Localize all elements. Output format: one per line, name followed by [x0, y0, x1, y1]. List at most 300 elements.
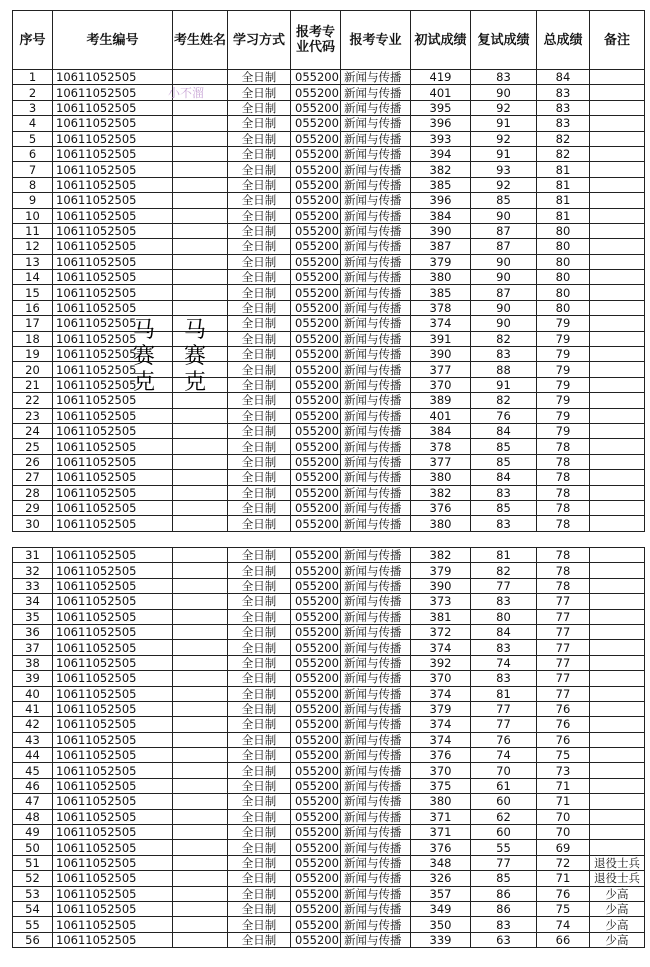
cell-retest-score: 62	[471, 809, 537, 824]
cell-candidate-id: 10611052505	[53, 794, 173, 809]
cell-major: 新闻与传播	[341, 116, 411, 131]
cell-study-mode: 全日制	[228, 732, 291, 747]
cell-major-code: 055200	[291, 671, 341, 686]
table-row	[13, 609, 645, 624]
cell-major: 新闻与传播	[341, 454, 411, 469]
table-row	[13, 548, 645, 563]
cell-study-mode: 全日制	[228, 254, 291, 269]
cell-no: 8	[13, 177, 53, 192]
cell-retest-score: 82	[471, 331, 537, 346]
cell-note: 少高	[590, 901, 645, 916]
cell-total-score: 74	[537, 917, 590, 932]
cell-study-mode: 全日制	[228, 655, 291, 670]
cell-retest-score: 82	[471, 393, 537, 408]
cell-note	[590, 316, 645, 331]
header-note: 备注	[590, 11, 645, 70]
cell-retest-score: 63	[471, 932, 537, 947]
cell-candidate-id: 10611052505	[53, 131, 173, 146]
cell-total-score: 71	[537, 871, 590, 886]
cell-candidate-name	[173, 254, 228, 269]
cell-no: 28	[13, 485, 53, 500]
cell-note	[590, 840, 645, 855]
table-row	[13, 578, 645, 593]
cell-total-score: 80	[537, 239, 590, 254]
cell-prelim-score: 380	[411, 794, 471, 809]
table-row	[13, 393, 645, 408]
cell-candidate-name	[173, 825, 228, 840]
cell-no: 33	[13, 578, 53, 593]
cell-candidate-name	[173, 594, 228, 609]
score-table-part-2	[12, 547, 645, 948]
cell-prelim-score: 374	[411, 640, 471, 655]
table-row	[13, 331, 645, 346]
cell-retest-score: 93	[471, 162, 537, 177]
cell-candidate-name	[173, 748, 228, 763]
cell-candidate-name	[173, 871, 228, 886]
cell-note: 少高	[590, 886, 645, 901]
cell-note	[590, 223, 645, 238]
cell-prelim-score: 379	[411, 254, 471, 269]
cell-candidate-id: 10611052505	[53, 423, 173, 438]
cell-candidate-name	[173, 408, 228, 423]
cell-study-mode: 全日制	[228, 763, 291, 778]
cell-prelim-score: 326	[411, 871, 471, 886]
cell-study-mode: 全日制	[228, 223, 291, 238]
cell-total-score: 84	[537, 70, 590, 85]
cell-no: 17	[13, 316, 53, 331]
table-row	[13, 825, 645, 840]
cell-study-mode: 全日制	[228, 794, 291, 809]
cell-major-code: 055200	[291, 701, 341, 716]
cell-note	[590, 748, 645, 763]
cell-retest-score: 92	[471, 131, 537, 146]
cell-study-mode: 全日制	[228, 871, 291, 886]
cell-major-code: 055200	[291, 732, 341, 747]
cell-no: 10	[13, 208, 53, 223]
cell-note	[590, 208, 645, 223]
cell-candidate-id: 10611052505	[53, 439, 173, 454]
table-row	[13, 655, 645, 670]
cell-total-score: 81	[537, 177, 590, 192]
mosaic-label-left: 马赛克	[132, 318, 155, 395]
cell-no: 22	[13, 393, 53, 408]
cell-prelim-score: 374	[411, 717, 471, 732]
cell-major: 新闻与传播	[341, 640, 411, 655]
cell-total-score: 80	[537, 300, 590, 315]
cell-major-code: 055200	[291, 408, 341, 423]
cell-major-code: 055200	[291, 886, 341, 901]
cell-prelim-score: 339	[411, 932, 471, 947]
cell-major-code: 055200	[291, 794, 341, 809]
header-major-code: 报考专业代码	[291, 11, 341, 70]
table-row	[13, 223, 645, 238]
cell-no: 51	[13, 855, 53, 870]
cell-major: 新闻与传播	[341, 778, 411, 793]
cell-prelim-score: 348	[411, 855, 471, 870]
cell-study-mode: 全日制	[228, 671, 291, 686]
cell-candidate-id: 10611052505	[53, 362, 173, 377]
cell-prelim-score: 385	[411, 177, 471, 192]
cell-no: 13	[13, 254, 53, 269]
cell-prelim-score: 384	[411, 423, 471, 438]
cell-study-mode: 全日制	[228, 162, 291, 177]
cell-no: 32	[13, 563, 53, 578]
cell-major: 新闻与传播	[341, 686, 411, 701]
cell-study-mode: 全日制	[228, 778, 291, 793]
cell-no: 55	[13, 917, 53, 932]
cell-total-score: 83	[537, 100, 590, 115]
cell-retest-score: 61	[471, 778, 537, 793]
cell-candidate-id: 10611052505	[53, 193, 173, 208]
cell-retest-score: 85	[471, 439, 537, 454]
cell-retest-score: 85	[471, 500, 537, 515]
cell-retest-score: 77	[471, 855, 537, 870]
cell-major: 新闻与传播	[341, 377, 411, 392]
cell-major-code: 055200	[291, 932, 341, 947]
cell-candidate-id: 10611052505	[53, 886, 173, 901]
cell-candidate-id: 10611052505	[53, 485, 173, 500]
cell-note	[590, 408, 645, 423]
cell-candidate-id: 10611052505	[53, 239, 173, 254]
cell-note	[590, 377, 645, 392]
cell-major-code: 055200	[291, 177, 341, 192]
table-row	[13, 347, 645, 362]
cell-prelim-score: 379	[411, 563, 471, 578]
cell-major-code: 055200	[291, 485, 341, 500]
cell-no: 39	[13, 671, 53, 686]
cell-major-code: 055200	[291, 871, 341, 886]
cell-major: 新闻与传播	[341, 871, 411, 886]
cell-prelim-score: 396	[411, 116, 471, 131]
cell-major-code: 055200	[291, 640, 341, 655]
cell-major-code: 055200	[291, 717, 341, 732]
cell-total-score: 79	[537, 423, 590, 438]
cell-note	[590, 825, 645, 840]
cell-study-mode: 全日制	[228, 886, 291, 901]
table-row	[13, 239, 645, 254]
cell-note: 少高	[590, 932, 645, 947]
table-row	[13, 362, 645, 377]
header-retest-score: 复试成绩	[471, 11, 537, 70]
mosaic-label-right: 马赛克	[183, 318, 206, 395]
cell-prelim-score: 380	[411, 270, 471, 285]
cell-no: 16	[13, 300, 53, 315]
cell-candidate-id: 10611052505	[53, 563, 173, 578]
cell-candidate-name	[173, 624, 228, 639]
cell-major: 新闻与传播	[341, 331, 411, 346]
cell-retest-score: 87	[471, 223, 537, 238]
cell-total-score: 79	[537, 331, 590, 346]
cell-prelim-score: 384	[411, 208, 471, 223]
cell-major: 新闻与传播	[341, 193, 411, 208]
cell-candidate-id: 10611052505	[53, 347, 173, 362]
cell-candidate-id: 10611052505	[53, 116, 173, 131]
cell-candidate-name	[173, 855, 228, 870]
table-row	[13, 85, 645, 100]
cell-no: 56	[13, 932, 53, 947]
cell-retest-score: 92	[471, 100, 537, 115]
score-table-part-1	[12, 10, 645, 532]
table-row	[13, 316, 645, 331]
table-row	[13, 423, 645, 438]
cell-note	[590, 254, 645, 269]
cell-note	[590, 732, 645, 747]
cell-major-code: 055200	[291, 116, 341, 131]
cell-major: 新闻与传播	[341, 316, 411, 331]
cell-candidate-name	[173, 500, 228, 515]
cell-retest-score: 85	[471, 454, 537, 469]
cell-study-mode: 全日制	[228, 270, 291, 285]
cell-retest-score: 87	[471, 239, 537, 254]
cell-major: 新闻与传播	[341, 270, 411, 285]
cell-candidate-name	[173, 686, 228, 701]
cell-major-code: 055200	[291, 578, 341, 593]
table-row	[13, 732, 645, 747]
cell-study-mode: 全日制	[228, 840, 291, 855]
cell-total-score: 78	[537, 578, 590, 593]
cell-candidate-id: 10611052505	[53, 624, 173, 639]
cell-retest-score: 77	[471, 701, 537, 716]
cell-major-code: 055200	[291, 162, 341, 177]
cell-total-score: 78	[537, 500, 590, 515]
cell-note	[590, 470, 645, 485]
cell-retest-score: 70	[471, 763, 537, 778]
cell-prelim-score: 376	[411, 748, 471, 763]
cell-prelim-score: 393	[411, 131, 471, 146]
cell-candidate-id: 10611052505	[53, 408, 173, 423]
cell-total-score: 70	[537, 809, 590, 824]
cell-note	[590, 239, 645, 254]
cell-total-score: 78	[537, 563, 590, 578]
cell-prelim-score: 380	[411, 470, 471, 485]
cell-prelim-score: 376	[411, 500, 471, 515]
cell-major-code: 055200	[291, 362, 341, 377]
cell-note	[590, 270, 645, 285]
cell-major-code: 055200	[291, 393, 341, 408]
cell-candidate-id: 10611052505	[53, 516, 173, 531]
cell-prelim-score: 401	[411, 85, 471, 100]
cell-candidate-name	[173, 917, 228, 932]
cell-candidate-id: 10611052505	[53, 85, 173, 100]
cell-major: 新闻与传播	[341, 300, 411, 315]
cell-prelim-score: 349	[411, 901, 471, 916]
cell-note	[590, 162, 645, 177]
cell-prelim-score: 391	[411, 331, 471, 346]
cell-total-score: 71	[537, 778, 590, 793]
cell-study-mode: 全日制	[228, 825, 291, 840]
cell-major: 新闻与传播	[341, 516, 411, 531]
cell-prelim-score: 381	[411, 609, 471, 624]
cell-note	[590, 100, 645, 115]
cell-total-score: 80	[537, 285, 590, 300]
cell-study-mode: 全日制	[228, 193, 291, 208]
table-row	[13, 624, 645, 639]
cell-study-mode: 全日制	[228, 239, 291, 254]
table-row	[13, 70, 645, 85]
cell-study-mode: 全日制	[228, 285, 291, 300]
cell-candidate-name	[173, 423, 228, 438]
cell-study-mode: 全日制	[228, 70, 291, 85]
table-row	[13, 686, 645, 701]
cell-no: 45	[13, 763, 53, 778]
cell-major: 新闻与传播	[341, 886, 411, 901]
cell-study-mode: 全日制	[228, 470, 291, 485]
cell-note	[590, 809, 645, 824]
cell-candidate-name	[173, 794, 228, 809]
cell-major: 新闻与传播	[341, 671, 411, 686]
cell-total-score: 83	[537, 85, 590, 100]
table-row	[13, 809, 645, 824]
cell-candidate-name	[173, 485, 228, 500]
cell-no: 19	[13, 347, 53, 362]
cell-study-mode: 全日制	[228, 85, 291, 100]
cell-no: 38	[13, 655, 53, 670]
cell-candidate-name	[173, 609, 228, 624]
cell-prelim-score: 390	[411, 347, 471, 362]
cell-candidate-id: 10611052505	[53, 732, 173, 747]
cell-total-score: 76	[537, 886, 590, 901]
cell-note	[590, 548, 645, 563]
cell-total-score: 82	[537, 146, 590, 161]
table-row	[13, 146, 645, 161]
cell-total-score: 78	[537, 454, 590, 469]
table-row	[13, 932, 645, 947]
cell-candidate-id: 10611052505	[53, 146, 173, 161]
cell-note	[590, 655, 645, 670]
cell-candidate-name	[173, 131, 228, 146]
header-study-mode: 学习方式	[228, 11, 291, 70]
cell-total-score: 77	[537, 609, 590, 624]
cell-major: 新闻与传播	[341, 347, 411, 362]
table-row	[13, 300, 645, 315]
cell-major-code: 055200	[291, 655, 341, 670]
cell-prelim-score: 370	[411, 377, 471, 392]
cell-major-code: 055200	[291, 778, 341, 793]
cell-note	[590, 763, 645, 778]
cell-prelim-score: 394	[411, 146, 471, 161]
cell-major: 新闻与传播	[341, 548, 411, 563]
cell-retest-score: 60	[471, 794, 537, 809]
cell-candidate-id: 10611052505	[53, 701, 173, 716]
table-row	[13, 116, 645, 131]
cell-major-code: 055200	[291, 454, 341, 469]
cell-study-mode: 全日制	[228, 377, 291, 392]
cell-study-mode: 全日制	[228, 454, 291, 469]
cell-note	[590, 285, 645, 300]
table-row	[13, 408, 645, 423]
cell-candidate-name	[173, 239, 228, 254]
cell-prelim-score: 395	[411, 100, 471, 115]
cell-study-mode: 全日制	[228, 177, 291, 192]
cell-retest-score: 90	[471, 254, 537, 269]
cell-candidate-id: 10611052505	[53, 548, 173, 563]
cell-note: 退役士兵	[590, 871, 645, 886]
cell-retest-score: 87	[471, 285, 537, 300]
cell-no: 26	[13, 454, 53, 469]
cell-no: 44	[13, 748, 53, 763]
cell-retest-score: 83	[471, 485, 537, 500]
table-row	[13, 254, 645, 269]
header-total-score: 总成绩	[537, 11, 590, 70]
cell-candidate-id: 10611052505	[53, 671, 173, 686]
cell-no: 35	[13, 609, 53, 624]
cell-candidate-id: 10611052505	[53, 917, 173, 932]
cell-candidate-name	[173, 809, 228, 824]
cell-no: 52	[13, 871, 53, 886]
cell-candidate-name	[173, 548, 228, 563]
cell-note	[590, 454, 645, 469]
cell-candidate-id: 10611052505	[53, 316, 173, 331]
cell-total-score: 78	[537, 516, 590, 531]
cell-note	[590, 193, 645, 208]
table-row	[13, 640, 645, 655]
cell-retest-score: 90	[471, 270, 537, 285]
cell-no: 49	[13, 825, 53, 840]
cell-no: 5	[13, 131, 53, 146]
cell-study-mode: 全日制	[228, 439, 291, 454]
table-row	[13, 671, 645, 686]
cell-major: 新闻与传播	[341, 208, 411, 223]
cell-major-code: 055200	[291, 470, 341, 485]
cell-no: 18	[13, 331, 53, 346]
cell-no: 41	[13, 701, 53, 716]
cell-prelim-score: 373	[411, 594, 471, 609]
cell-major-code: 055200	[291, 270, 341, 285]
cell-major-code: 055200	[291, 331, 341, 346]
cell-major: 新闻与传播	[341, 485, 411, 500]
cell-study-mode: 全日制	[228, 485, 291, 500]
cell-candidate-id: 10611052505	[53, 177, 173, 192]
cell-study-mode: 全日制	[228, 748, 291, 763]
cell-note	[590, 70, 645, 85]
cell-note	[590, 146, 645, 161]
cell-note	[590, 778, 645, 793]
cell-no: 7	[13, 162, 53, 177]
cell-retest-score: 92	[471, 177, 537, 192]
cell-major-code: 055200	[291, 748, 341, 763]
cell-prelim-score: 379	[411, 701, 471, 716]
cell-major: 新闻与传播	[341, 578, 411, 593]
cell-candidate-id: 10611052505	[53, 500, 173, 515]
cell-major: 新闻与传播	[341, 748, 411, 763]
cell-candidate-id: 10611052505	[53, 840, 173, 855]
table-row	[13, 100, 645, 115]
cell-candidate-name	[173, 100, 228, 115]
cell-candidate-id: 10611052505	[53, 285, 173, 300]
table-row	[13, 594, 645, 609]
cell-study-mode: 全日制	[228, 500, 291, 515]
cell-major: 新闻与传播	[341, 146, 411, 161]
cell-retest-score: 77	[471, 578, 537, 593]
cell-candidate-name	[173, 177, 228, 192]
cell-study-mode: 全日制	[228, 901, 291, 916]
cell-retest-score: 84	[471, 624, 537, 639]
cell-study-mode: 全日制	[228, 640, 291, 655]
cell-candidate-id: 10611052505	[53, 254, 173, 269]
cell-total-score: 77	[537, 624, 590, 639]
cell-retest-score: 77	[471, 717, 537, 732]
table-row	[13, 193, 645, 208]
header-major: 报考专业	[341, 11, 411, 70]
cell-total-score: 81	[537, 193, 590, 208]
cell-total-score: 79	[537, 393, 590, 408]
cell-major: 新闻与传播	[341, 655, 411, 670]
cell-total-score: 81	[537, 162, 590, 177]
cell-candidate-name	[173, 763, 228, 778]
cell-study-mode: 全日制	[228, 578, 291, 593]
cell-no: 27	[13, 470, 53, 485]
cell-major-code: 055200	[291, 423, 341, 438]
